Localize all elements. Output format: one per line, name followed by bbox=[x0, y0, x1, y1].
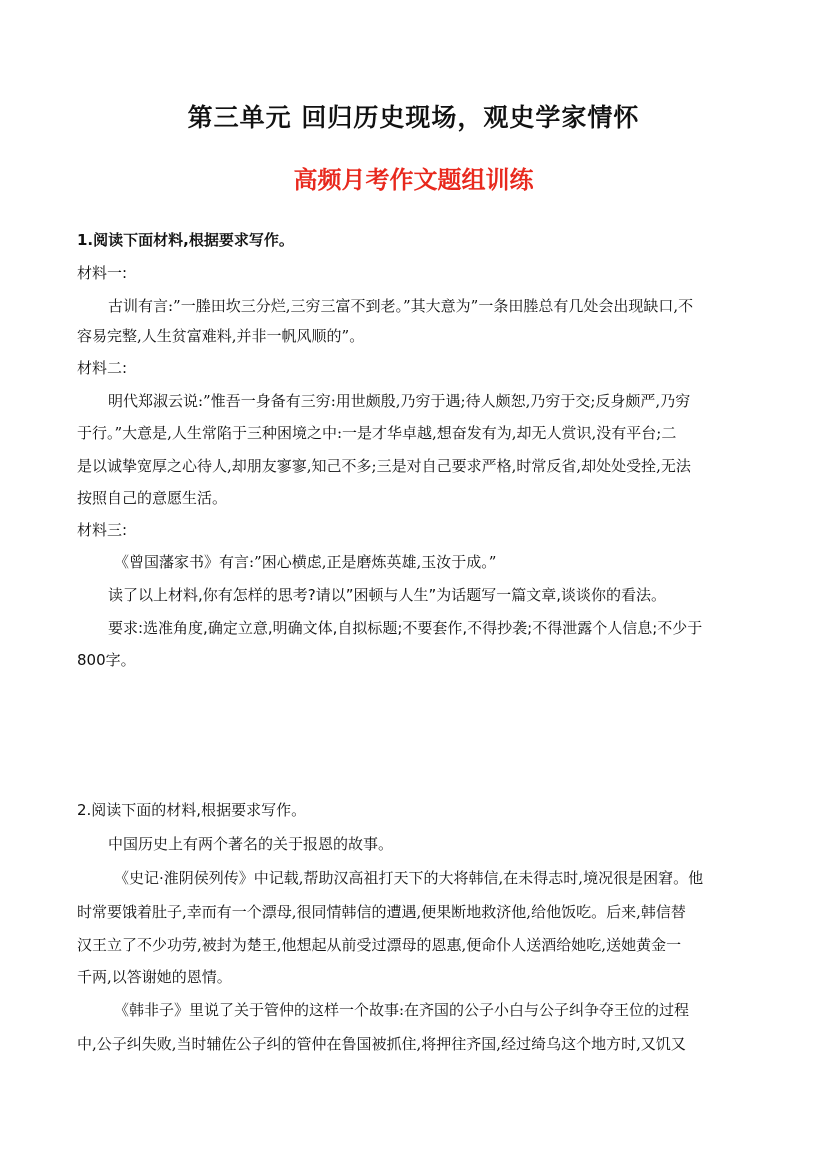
q2-paragraph1-line: 汉王立了不少功劳,被封为楚王,他想起从前受过漂母的恩惠,便命仆人送酒给她吃,送她黄金一 bbox=[77, 936, 682, 954]
q1-heading: 1.阅读下面材料,根据要求写作。 bbox=[77, 231, 294, 249]
q2-paragraph1-line: 时常要饿着肚子,幸而有一个漂母,很同情韩信的遭遇,便果断地救济他,给他饭吃。后来,韩信替 bbox=[77, 903, 686, 921]
q1-material3-label: 材料三: bbox=[77, 521, 128, 539]
q1-requirements: 800字。 bbox=[77, 651, 136, 669]
page-subtitle: 高频月考作文题组训练 bbox=[293, 166, 534, 194]
q1-material2-label: 材料二: bbox=[77, 359, 128, 377]
q1-material1-line: 古训有言:”一塍田坎三分烂,三穷三富不到老。”其大意为”一条田塍总有几处会出现缺口,不 bbox=[108, 297, 694, 315]
q1-material1-label: 材料一: bbox=[77, 264, 128, 282]
q1-material2-line: 于行。”大意是,人生常陷于三种困境之中:一是才华卓越,想奋发有为,却无人赏识,没有平台;二 bbox=[77, 424, 677, 442]
q2-heading: 2.阅读下面的材料,根据要求写作。 bbox=[77, 801, 307, 819]
q1-material2-line: 明代郑淑云说:”惟吾一身备有三穷:用世颇殷,乃穷于遇;待人颇恕,乃穷于交;反身颇严,乃穷 bbox=[108, 392, 691, 410]
q2-paragraph1-line: 千两,以答谢她的恩情。 bbox=[77, 968, 232, 986]
q2-paragraph2-line: 中,公子纠失败,当时辅佐公子纠的管仲在鲁国被抓住,将押往齐国,经过绮乌这个地方时,又饥又 bbox=[77, 1035, 686, 1053]
q2-paragraph1-line: 《史记·淮阴侯列传》中记载,帮助汉高祖打天下的大将韩信,在未得志时,境况很是困窘。他 bbox=[114, 869, 704, 887]
q1-material2-line: 按照自己的意愿生活。 bbox=[77, 489, 228, 507]
q1-requirements: 要求:选准角度,确定立意,明确文体,自拟标题;不要套作,不得抄袭;不得泄露个人信息;不少于 bbox=[108, 619, 703, 637]
page-title: 第三单元 回归历史现场，观史学家情怀 bbox=[187, 103, 640, 132]
q1-material1-line: 容易完整,人生贫富难料,并非一帆风顺的”。 bbox=[77, 327, 365, 345]
q2-paragraph2-line: 《韩非子》里说了关于管仲的这样一个故事:在齐国的公子小白与公子纠争夺王位的过程 bbox=[114, 1001, 690, 1019]
q2-intro: 中国历史上有两个著名的关于报恩的故事。 bbox=[108, 835, 394, 853]
q1-material3-line: 《曾国藩家书》有言:”困心横虑,正是磨炼英雄,玉汝于成。” bbox=[114, 553, 497, 571]
q1-task: 读了以上材料,你有怎样的思考?请以”困顿与人生”为话题写一篇文章,谈谈你的看法。 bbox=[108, 586, 667, 604]
q1-material2-line: 是以诚挚宽厚之心待人,却朋友寥寥,知己不多;三是对自己要求严格,时常反省,却处处受拴,无法 bbox=[77, 457, 691, 475]
